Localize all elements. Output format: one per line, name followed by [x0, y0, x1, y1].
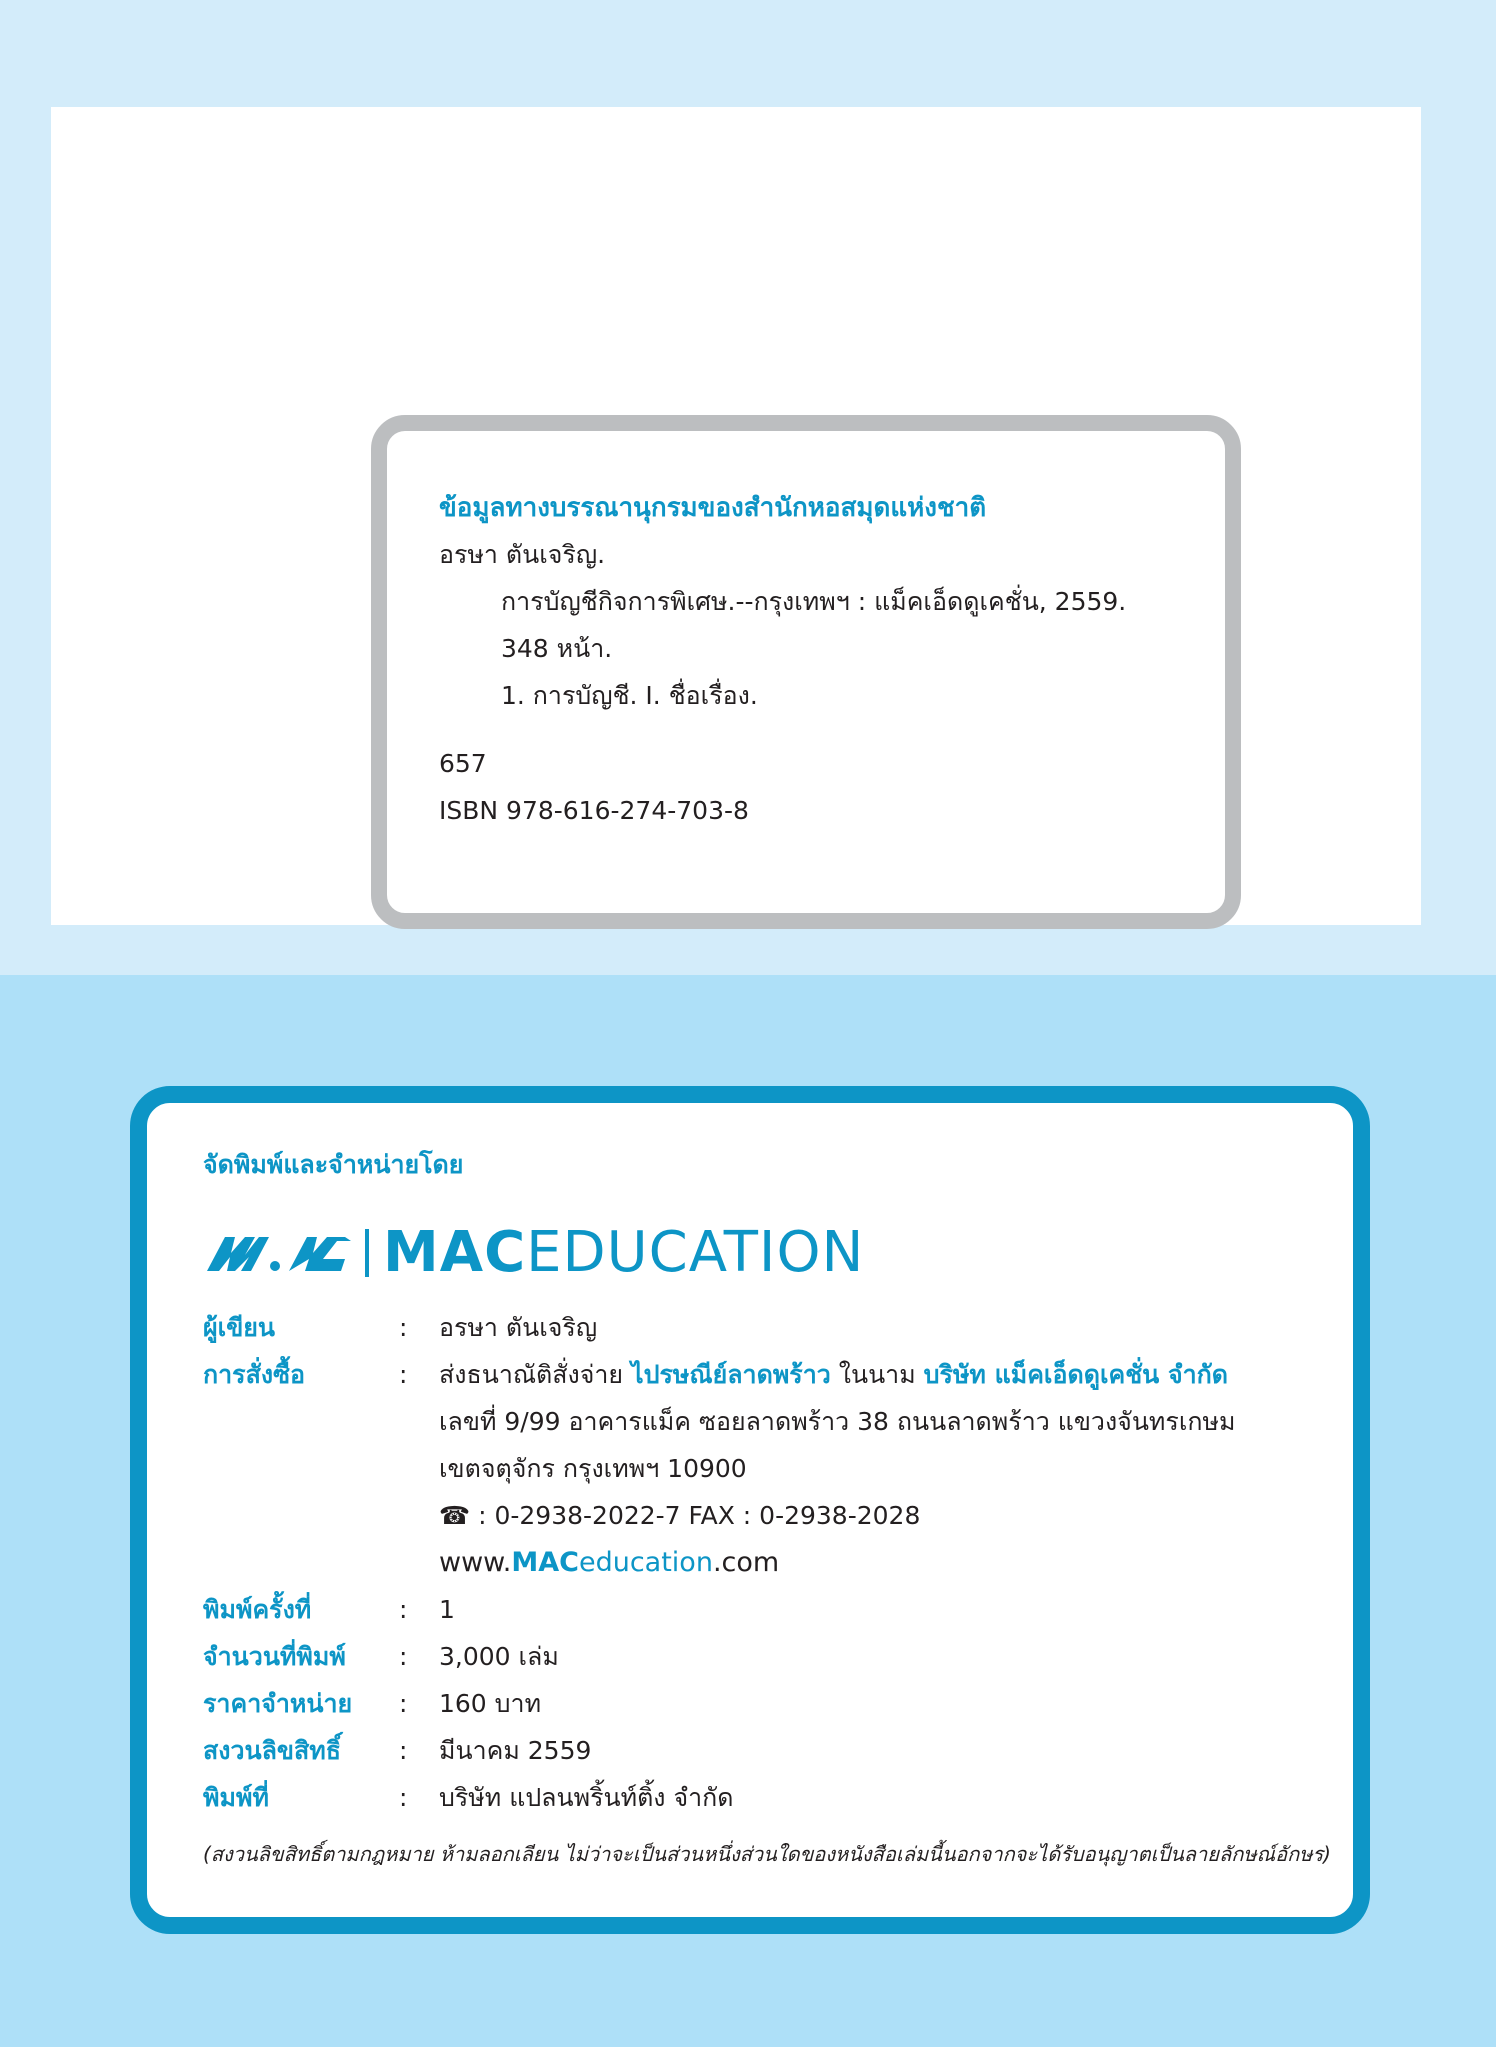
cip-author: อรษา ตันเจริญ.	[439, 540, 606, 569]
order-text2: ในนาม	[838, 1360, 916, 1389]
address-line-2: เขตจตุจักร กรุงเทพฯ 10900	[439, 1454, 747, 1483]
cip-classification: 657	[439, 749, 487, 778]
price-label: ราคาจำหน่าย	[203, 1689, 353, 1718]
web-suffix: .com	[712, 1547, 780, 1578]
order-line	[439, 1352, 1228, 1398]
copyright-notice: (สงวนลิขสิทธิ์ตามกฎหมาย ห้ามลอกเลียน ไม่ว่าจะเป็นส่วนหนึ่งส่วนใดของหนังสือเล่มนี้นอกจากจะได้รับอนุญาตเป็นลายลักษณ์อักษร)	[203, 1842, 1331, 1866]
price-value: 160 บาท	[439, 1689, 542, 1718]
author-label: ผู้เขียน	[203, 1313, 276, 1342]
phone-text: : 0-2938-2022-7 FAX : 0-2938-2028	[478, 1501, 921, 1530]
website-link[interactable]	[439, 1540, 779, 1586]
cip-pages: 348 หน้า.	[501, 634, 613, 663]
cip-publication: การบัญชีกิจการพิเศษ.--กรุงเทพฯ : แม็คเอ็ดดูเคชั่น, 2559.	[501, 587, 1127, 616]
logo-text-mac: MAC	[383, 1220, 527, 1285]
mac-logo-mark-icon	[205, 1231, 355, 1275]
cip-frame	[371, 415, 1241, 929]
author-colon: :	[399, 1313, 408, 1342]
copies-colon: :	[399, 1642, 408, 1671]
cip-subject: 1. การบัญชี. I. ชื่อเรื่อง.	[501, 681, 758, 710]
copyright-label: สงวนลิขสิทธิ์	[203, 1736, 342, 1765]
author-value: อรษา ตันเจริญ	[439, 1313, 598, 1342]
address-line-1: เลขที่ 9/99 อาคารแม็ค ซอยลาดพร้าว 38 ถนนลาดพร้าว แขวงจันทรเกษม	[439, 1407, 1236, 1436]
edition-value: 1	[439, 1595, 455, 1624]
printer-colon: :	[399, 1783, 408, 1812]
catalog-panel	[51, 107, 1421, 925]
mac-education-logo	[205, 1220, 865, 1285]
web-light: education	[578, 1547, 713, 1578]
web-prefix: www.	[439, 1547, 512, 1578]
phone-line	[439, 1493, 920, 1539]
order-post-office: ไปรษณีย์ลาดพร้าว	[631, 1360, 831, 1389]
copyright-colon: :	[399, 1736, 408, 1765]
order-label: การสั่งซื้อ	[203, 1360, 306, 1389]
printer-value: บริษัท แปลนพริ้นท์ติ้ง จำกัด	[439, 1783, 734, 1812]
logo-text-education: EDUCATION	[526, 1220, 865, 1285]
printer-label: พิมพ์ที่	[203, 1783, 269, 1812]
order-text1: ส่งธนาณัติสั่งจ่าย	[439, 1360, 624, 1389]
cip-isbn: ISBN 978-616-274-703-8	[439, 796, 749, 825]
publisher-frame	[130, 1086, 1370, 1934]
phone-icon: ☎	[439, 1501, 471, 1530]
price-colon: :	[399, 1689, 408, 1718]
edition-colon: :	[399, 1595, 408, 1624]
edition-label: พิมพ์ครั้งที่	[203, 1595, 312, 1624]
publisher-heading: จัดพิมพ์และจำหน่ายโดย	[203, 1150, 464, 1179]
copies-value: 3,000 เล่ม	[439, 1642, 559, 1671]
order-company: บริษัท แม็คเอ็ดดูเคชั่น จำกัด	[923, 1360, 1229, 1389]
logo-divider	[365, 1229, 369, 1277]
order-colon: :	[399, 1360, 408, 1389]
copies-label: จำนวนที่พิมพ์	[203, 1642, 346, 1671]
cip-title: ข้อมูลทางบรรณานุกรมของสำนักหอสมุดแห่งชาติ	[439, 493, 987, 523]
copyright-value: มีนาคม 2559	[439, 1736, 592, 1765]
web-bold: MAC	[511, 1547, 579, 1578]
